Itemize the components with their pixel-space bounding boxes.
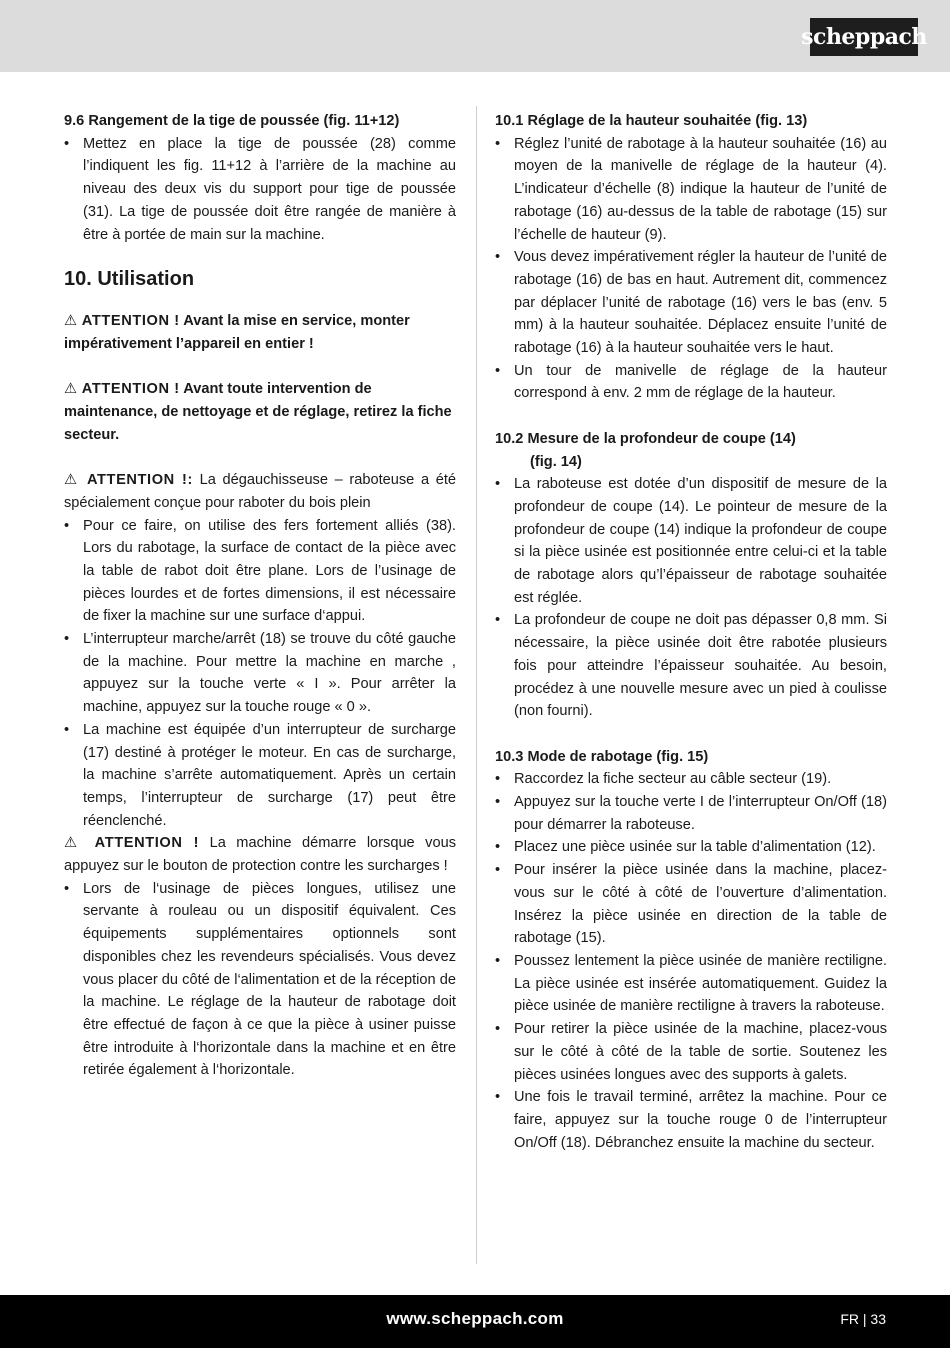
warning-label: ⚠ ATTENTION !:: [64, 472, 193, 489]
section-9-6-list: [64, 133, 456, 247]
footer: [0, 1295, 950, 1348]
page-number: FR | 33: [840, 1311, 886, 1327]
brand-logo: scheppach: [810, 18, 918, 56]
warning-label: ⚠ ATTENTION !: [64, 381, 180, 398]
warning-1: ⚠ ATTENTION ! Avant la mise en service, monter impérativement l’appareil en entier !: [64, 313, 410, 352]
warning-label: ⚠ ATTENTION !: [64, 313, 180, 330]
section-10-3-list: [495, 768, 887, 1154]
list-item: • La profondeur de coupe ne doit pas dépasser 0,8 mm. Si nécessaire, la pièce usinée doit être rabotée plusieurs fois pour atteindre l’épaisseur souhaitée. Au besoin, procédez à une nouvelle mesure avec un pied à coulisse (non fourni).: [495, 609, 887, 723]
header-band: [0, 0, 950, 72]
list-item: • Un tour de manivelle de réglage de la hauteur correspond à env. 2 mm de réglage de la hauteur.: [495, 360, 887, 405]
section-10-1-title: 10.1 Réglage de la hauteur souhaitée (fig. 13): [495, 113, 808, 129]
list-item: • Placez une pièce usinée sur la table d’alimentation (12).: [495, 836, 887, 859]
list-item: • Vous devez impérativement régler la hauteur de l’unité de rabotage (16) de bas en haut. Autrement dit, commencez par déplacer l’unité de rabotage (16) vers le bas (env. 5 mm) à la hauteur souhaitée. Déplacez ensuite l’unité de rabotage (16) à la hauteur souhaitée vers le haut.: [495, 246, 887, 360]
section-10-3-title: 10.3 Mode de rabotage (fig. 15): [495, 748, 709, 765]
list-item: • Pour insérer la pièce usinée dans la machine, placez-vous sur le côté à côté de l’ouverture d’alimentation. Insérez la pièce usinée en direction de la table de rabotage (15).: [495, 859, 887, 950]
usage-list-b: [64, 878, 456, 1082]
section-10-2-title: 10.2 Mesure de la profondeur de coupe (14): [495, 430, 796, 447]
column-divider: [476, 106, 477, 1264]
right-column: [495, 110, 887, 1154]
list-item: • Lors de l‘usinage de pièces longues, utilisez une servante à rouleau ou un dispositif équivalent. Ces équipements supplémentaires optionnels sont disponibles chez les revendeurs spécialisés. Vous devez vous placer du côté de l‘alimentation et de la réception de la machine. Le réglage de la hauteur de rabotage doit être effectué de façon à ce que la pièce à usiner puisse être introduite à l‘horizontale dans la machine et en être retirée également à l‘horizontale.: [64, 878, 456, 1082]
list-item: • L’interrupteur marche/arrêt (18) se trouve du côté gauche de la machine. Pour mettre la machine en marche , appuyez sur la touche verte « I ». Pour arrêter la machine, appuyez sur la touche rouge « 0 ».: [64, 628, 456, 719]
usage-list-a: [64, 515, 456, 833]
list-item: • La machine est équipée d’un interrupteur de surcharge (17) destiné à protéger le moteur. En cas de surcharge, la machine s’arrête automatiquement. Après un certain temps, l’interrupteur de surcharge (17) peut être réenclenché.: [64, 719, 456, 833]
warning-2: ⚠ ATTENTION ! Avant toute intervention de maintenance, de nettoyage et de réglage, retirez la fiche secteur.: [64, 381, 452, 443]
section-10-2-list: [495, 473, 887, 723]
list-item: • Poussez lentement la pièce usinée de manière rectiligne. La pièce usinée est insérée automatiquement. Guidez la pièce usinée de manière rectiligne à travers la raboteuse.: [495, 950, 887, 1018]
list-item: • Réglez l’unité de rabotage à la hauteur souhaitée (16) au moyen de la manivelle de réglage de la hauteur (4). L’indicateur d’échelle (8) indique la hauteur de l’unité de rabotage (16) au-dessus de la table de rabotage (15) sur l’échelle de hauteur (9).: [495, 133, 887, 247]
list-item: • Appuyez sur la touche verte I de l’interrupteur On/Off (18) pour démarrer la raboteuse.: [495, 791, 887, 836]
section-10-title: 10. Utilisation: [64, 268, 195, 291]
list-item: • Pour ce faire, on utilise des fers fortement alliés (38). Lors du rabotage, la surface de contact de la pièce avec la table de rabot doit être plane. Lors de l’usinage de pièces lourdes et de fortes dimensions, il est nécessaire de fixer la machine sur une surface d‘appui.: [64, 515, 456, 629]
list-item: • La raboteuse est dotée d’un dispositif de mesure de la profondeur de coupe (14). Le pointeur de mesure de la profondeur de coupe (14) indique la profondeur de coupe si la pièce usinée est positionnée entre celui-ci et la table de rabotage alors qu’l’épaisseur de rabotage souhaitée est réglée.: [495, 473, 887, 609]
left-column: [64, 110, 456, 1082]
section-10-1-list: [495, 133, 887, 405]
warning-label: ⚠ ATTENTION !: [64, 835, 200, 852]
warning-3: ⚠ ATTENTION !: La dégauchisseuse – raboteuse a été spécialement conçue pour raboter du bois plein: [64, 472, 456, 511]
warning-4: ⚠ ATTENTION ! La machine démarre lorsque vous appuyez sur le bouton de protection contre les surcharges !: [64, 835, 457, 875]
list-item: • Mettez en place la tige de poussée (28) comme l’indiquent les fig. 11+12 à l’arrière de la machine au niveau des deux vis du support pour tige de poussée (31). La tige de poussée doit être rangée de manière à être à portée de main sur la machine.: [64, 133, 456, 247]
list-item: • Une fois le travail terminé, arrêtez la machine. Pour ce faire, appuyez sur la touche rouge 0 de l’interrupteur On/Off (18). Débranchez ensuite la machine du secteur.: [495, 1086, 887, 1154]
section-9-6-title: 9.6 Rangement de la tige de poussée (fig. 11+12): [64, 113, 400, 129]
website-link[interactable]: www.scheppach.com: [386, 1309, 564, 1328]
list-item: • Pour retirer la pièce usinée de la machine, placez-vous sur le côté à côté de la table de sortie. Soutenez les pièces usinées longues avec des supports à galets.: [495, 1018, 887, 1086]
section-10-2-subtitle: (fig. 14): [530, 453, 582, 470]
list-item: • Raccordez la fiche secteur au câble secteur (19).: [495, 768, 887, 791]
